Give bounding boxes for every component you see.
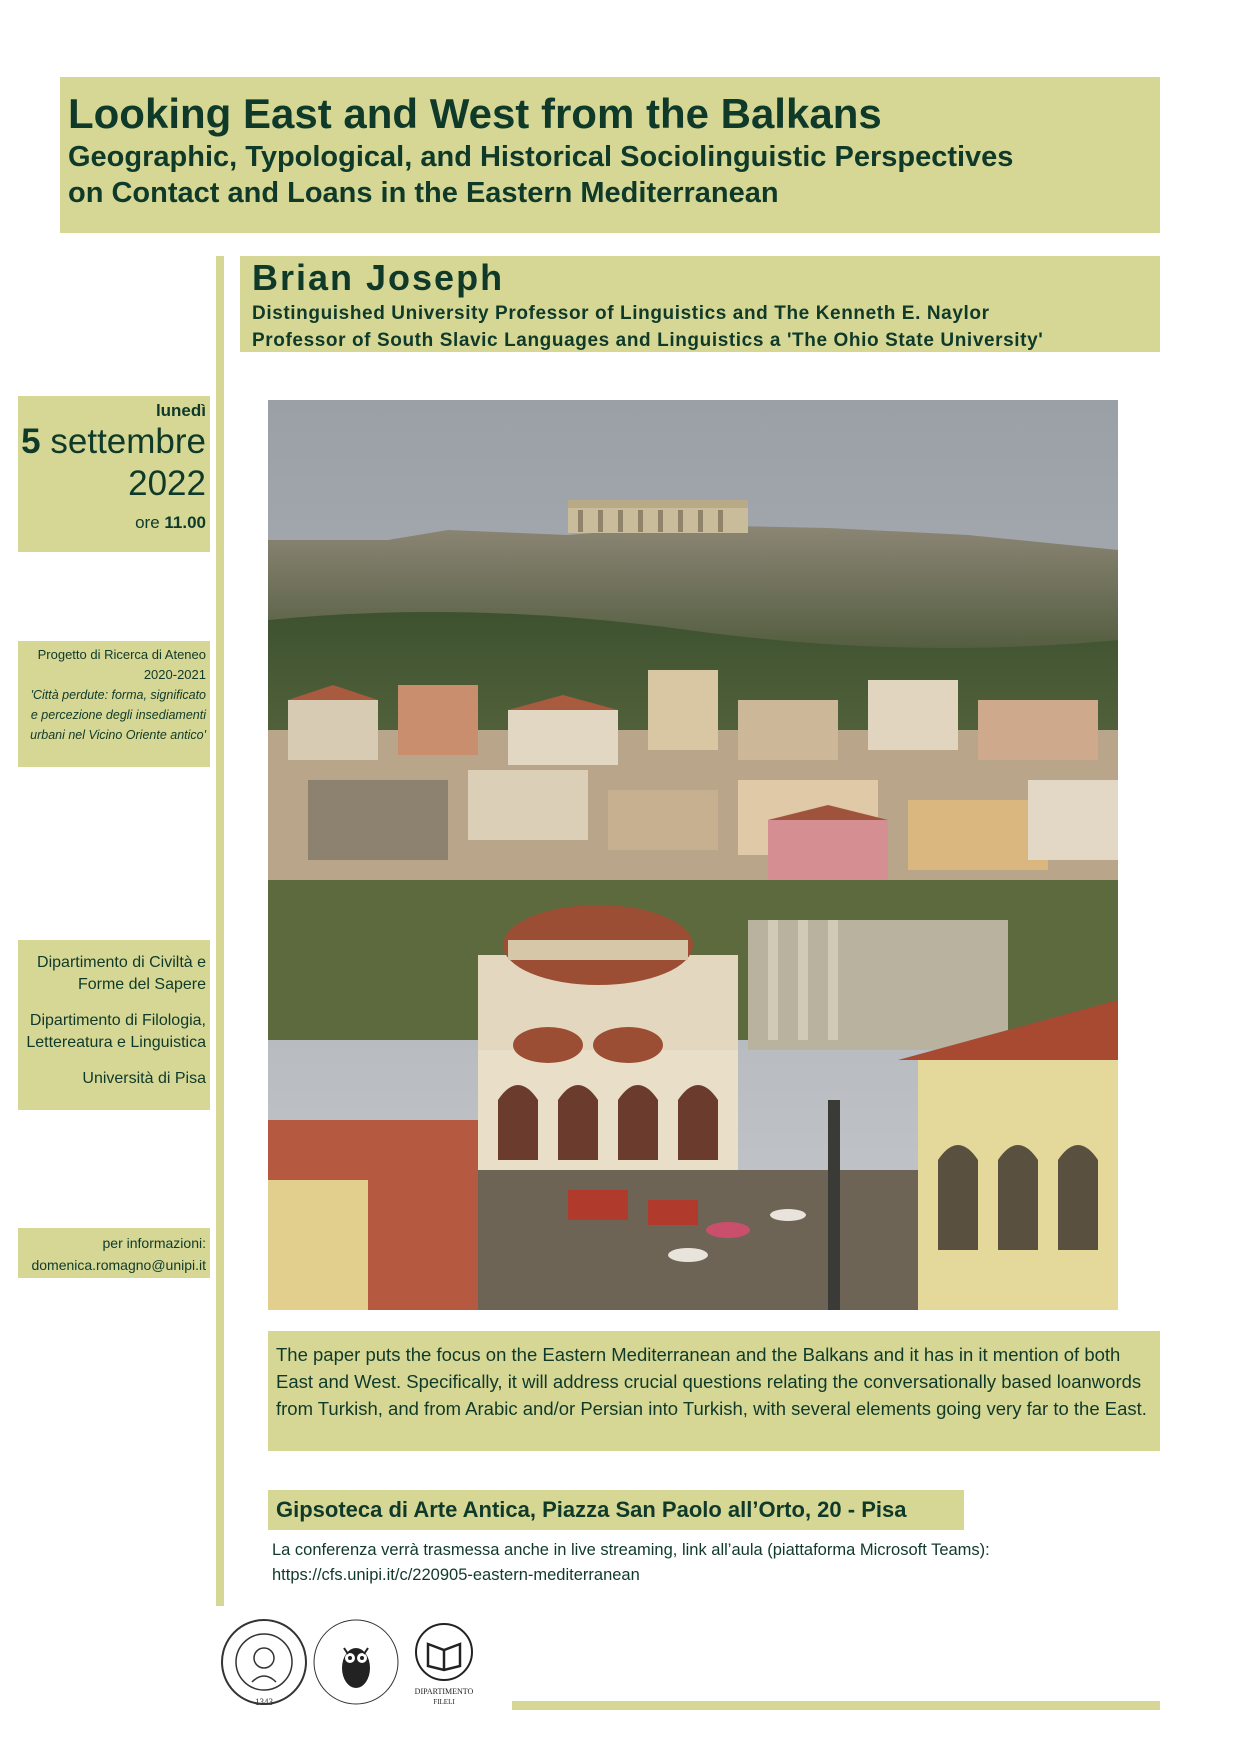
fileli-book-logo [415, 1624, 474, 1706]
streaming-link[interactable]: https://cfs.unipi.it/c/220905-eastern-mediterranean [272, 1566, 640, 1584]
speaker-box [240, 256, 1160, 352]
fileli-label-1: DIPARTIMENTO [414, 1687, 474, 1696]
project-line3: 'Città perdute: forma, significato [30, 688, 206, 702]
dept2-line2: Lettereatura e Linguistica [26, 1034, 206, 1051]
date-time [18, 506, 206, 540]
info-label: per informazioni: [102, 1235, 206, 1251]
project-line5: urbani nel Vicino Oriente antico' [30, 728, 206, 742]
date-time-value: 11.00 [164, 513, 206, 532]
dept1-line2: Forme del Sapere [77, 976, 206, 993]
info-email[interactable]: domenica.romagno@unipi.it [31, 1257, 206, 1273]
speaker-role-line2: Professor of South Slavic Languages and Linguistics a 'The Ohio State University' [252, 330, 1044, 351]
department-filologia [18, 1010, 206, 1054]
dept1-line1: Dipartimento di Civiltà e [37, 954, 206, 971]
bottom-bar [512, 1701, 1160, 1710]
date-month: settembre [50, 422, 206, 461]
civilta-owl-logo [314, 1620, 398, 1704]
date-time-prefix: ore [135, 513, 160, 532]
logos-svg [214, 1612, 494, 1712]
title-subtitle-line2: on Contact and Loans in the Eastern Mediterranean [68, 177, 779, 209]
project-line4: e percezione degli insediamenti [30, 708, 206, 722]
title-box [60, 77, 1160, 233]
date-day-month [18, 422, 206, 462]
date-weekday: lunedì [155, 401, 206, 420]
streaming-line: La conferenza verrà trasmessa anche in live streaming, link all’aula (piattaforma Microsoft Teams): [272, 1541, 990, 1559]
date-day: 5 [21, 422, 41, 461]
athens-photo [268, 400, 1118, 1310]
speaker-role-line1: Distinguished University Professor of Linguistics and The Kenneth E. Naylor [252, 303, 990, 324]
date-box [18, 396, 210, 552]
unipi-year: 1343 [255, 1697, 273, 1707]
abstract-text: The paper puts the focus on the Eastern Mediterranean and the Balkans and it has in it mention of both East and West. Specifically, it will address crucial questions relating the conversationally based loanwords from Turkish, and from Arabic and/or Persian into Turkish, with several elements going very far to the East. [276, 1344, 1147, 1419]
university: Università di Pisa [82, 1070, 206, 1087]
title-main: Looking East and West from the Balkans [68, 90, 882, 137]
venue-box [268, 1490, 964, 1530]
venue-text: Gipsoteca di Arte Antica, Piazza San Paolo all’Orto, 20 - Pisa [276, 1497, 907, 1522]
project-line2: 2020-2021 [143, 667, 206, 682]
info-box [18, 1228, 210, 1278]
project-line1: Progetto di Ricerca di Ateneo [37, 647, 206, 662]
departments-box [18, 940, 210, 1110]
fileli-label-2: FILELI [433, 1698, 455, 1706]
vertical-divider [216, 256, 224, 1606]
date-year: 2022 [128, 464, 206, 503]
athens-photo-illustration [268, 400, 1118, 1310]
department-civilta [18, 952, 206, 996]
abstract-box [268, 1331, 1160, 1451]
unipi-seal-logo [222, 1620, 306, 1707]
logos-row [214, 1612, 494, 1712]
dept2-line1: Dipartimento di Filologia, [29, 1012, 206, 1029]
project-box [18, 641, 210, 767]
speaker-name: Brian Joseph [252, 257, 505, 298]
title-subtitle-line1: Geographic, Typological, and Historical Sociolinguistic Perspectives [68, 141, 1014, 173]
streaming-info [272, 1538, 1152, 1588]
